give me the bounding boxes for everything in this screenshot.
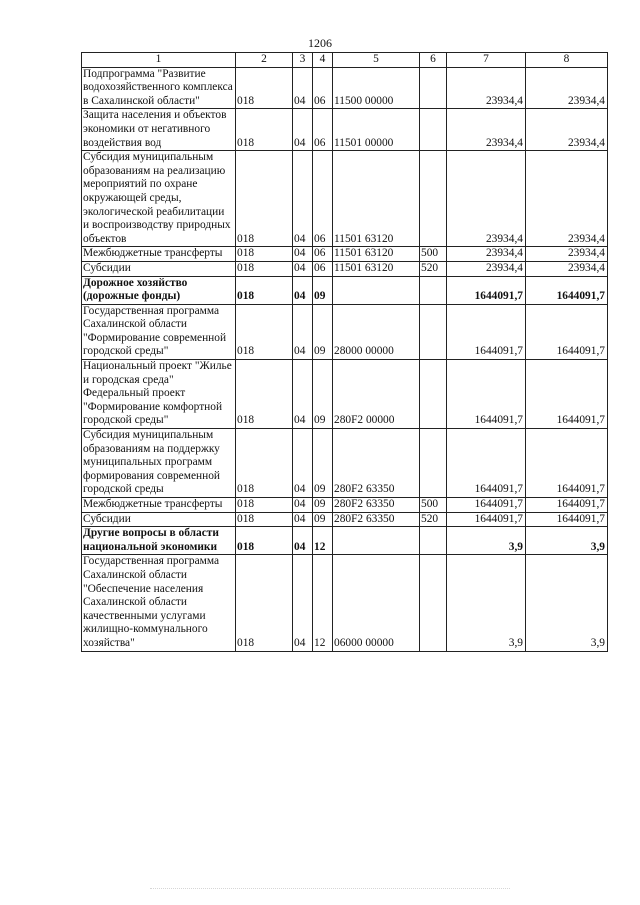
- row-name: Национальный проект "Жилье и городская среда" Федеральный проект "Формирование комфортной городской среды": [82, 360, 236, 429]
- amount-col-7: 23934,4: [447, 67, 526, 109]
- target-article-code: 28000 00000: [333, 304, 420, 359]
- section-code: 04: [293, 555, 313, 651]
- target-article-code: 280F2 63350: [333, 429, 420, 498]
- table-row: [82, 151, 608, 247]
- row-name: Субсидия муниципальным образованиям на поддержку муниципальных программ формирования современной городской среды: [82, 429, 236, 498]
- expense-type-code: 500: [420, 498, 447, 513]
- table-row: [82, 247, 608, 262]
- amount-col-8: 3,9: [526, 527, 608, 555]
- ministry-code: 018: [236, 429, 293, 498]
- amount-col-8: 1644091,7: [526, 360, 608, 429]
- column-number-6: 6: [420, 53, 447, 68]
- expense-type-code: 500: [420, 247, 447, 262]
- section-code: 04: [293, 512, 313, 527]
- row-name: Государственная программа Сахалинской области "Формирование современной городской среды": [82, 304, 236, 359]
- subsection-code: 09: [313, 429, 333, 498]
- subsection-code: 09: [313, 498, 333, 513]
- section-code: 04: [293, 247, 313, 262]
- expense-type-code: [420, 429, 447, 498]
- target-article-code: 11501 63120: [333, 247, 420, 262]
- target-article-code: [333, 527, 420, 555]
- table-row: [82, 429, 608, 498]
- amount-col-8: 3,9: [526, 555, 608, 651]
- section-code: 04: [293, 429, 313, 498]
- subsection-code: 06: [313, 109, 333, 151]
- amount-col-8: 23934,4: [526, 67, 608, 109]
- subsection-code: 09: [313, 304, 333, 359]
- amount-col-8: 23934,4: [526, 151, 608, 247]
- row-name: Дорожное хозяйство (дорожные фонды): [82, 276, 236, 304]
- expense-type-code: [420, 67, 447, 109]
- amount-col-8: 1644091,7: [526, 429, 608, 498]
- subsection-code: 06: [313, 247, 333, 262]
- expense-type-code: [420, 360, 447, 429]
- amount-col-7: 23934,4: [447, 261, 526, 276]
- amount-col-7: 3,9: [447, 527, 526, 555]
- row-name: Подпрограмма "Развитие водохозяйственного комплекса в Сахалинской области": [82, 67, 236, 109]
- table-row: [82, 276, 608, 304]
- ministry-code: 018: [236, 151, 293, 247]
- target-article-code: 280F2 00000: [333, 360, 420, 429]
- row-name: Межбюджетные трансферты: [82, 247, 236, 262]
- amount-col-8: 1644091,7: [526, 512, 608, 527]
- expense-type-code: 520: [420, 261, 447, 276]
- amount-col-8: 23934,4: [526, 247, 608, 262]
- expense-type-code: [420, 527, 447, 555]
- amount-col-7: 1644091,7: [447, 512, 526, 527]
- amount-col-8: 1644091,7: [526, 276, 608, 304]
- amount-col-8: 23934,4: [526, 261, 608, 276]
- table-row: [82, 67, 608, 109]
- amount-col-7: 23934,4: [447, 109, 526, 151]
- table-row: [82, 498, 608, 513]
- target-article-code: 280F2 63350: [333, 512, 420, 527]
- amount-col-7: 3,9: [447, 555, 526, 651]
- column-number-2: 2: [236, 53, 293, 68]
- ministry-code: 018: [236, 360, 293, 429]
- section-code: 04: [293, 360, 313, 429]
- table-row: [82, 261, 608, 276]
- subsection-code: 12: [313, 527, 333, 555]
- expense-type-code: [420, 276, 447, 304]
- table-row: [82, 555, 608, 651]
- amount-col-7: 1644091,7: [447, 276, 526, 304]
- expense-type-code: [420, 151, 447, 247]
- table-row: [82, 527, 608, 555]
- subsection-code: 09: [313, 360, 333, 429]
- ministry-code: 018: [236, 276, 293, 304]
- section-code: 04: [293, 151, 313, 247]
- amount-col-8: 1644091,7: [526, 498, 608, 513]
- subsection-code: 09: [313, 276, 333, 304]
- section-code: 04: [293, 261, 313, 276]
- table-row: [82, 109, 608, 151]
- subsection-code: 06: [313, 261, 333, 276]
- target-article-code: [333, 276, 420, 304]
- table-row: [82, 512, 608, 527]
- target-article-code: 11501 63120: [333, 151, 420, 247]
- row-name: Межбюджетные трансферты: [82, 498, 236, 513]
- column-number-7: 7: [447, 53, 526, 68]
- expense-type-code: [420, 109, 447, 151]
- column-number-4: 4: [313, 53, 333, 68]
- column-number-3: 3: [293, 53, 313, 68]
- subsection-code: 12: [313, 555, 333, 651]
- ministry-code: 018: [236, 527, 293, 555]
- section-code: 04: [293, 304, 313, 359]
- ministry-code: 018: [236, 555, 293, 651]
- amount-col-7: 1644091,7: [447, 360, 526, 429]
- target-article-code: 11501 63120: [333, 261, 420, 276]
- section-code: 04: [293, 527, 313, 555]
- row-name: Государственная программа Сахалинской области "Обеспечение населения Сахалинской области качественными услугами жилищно-коммунального хозяйства": [82, 555, 236, 651]
- budget-table: [81, 52, 608, 652]
- row-name: Субсидия муниципальным образованиям на реализацию мероприятий по охране окружающей среды, экологической реабилитации и воспроизводству природных объектов: [82, 151, 236, 247]
- target-article-code: 11500 00000: [333, 67, 420, 109]
- column-number-1: 1: [82, 53, 236, 68]
- subsection-code: 06: [313, 67, 333, 109]
- page-number: 1206: [308, 36, 332, 50]
- expense-type-code: 520: [420, 512, 447, 527]
- row-name: Субсидии: [82, 512, 236, 527]
- expense-type-code: [420, 555, 447, 651]
- amount-col-7: 1644091,7: [447, 304, 526, 359]
- column-number-row: [82, 53, 608, 68]
- amount-col-7: 23934,4: [447, 151, 526, 247]
- column-number-5: 5: [333, 53, 420, 68]
- amount-col-8: 23934,4: [526, 109, 608, 151]
- amount-col-7: 23934,4: [447, 247, 526, 262]
- target-article-code: 06000 00000: [333, 555, 420, 651]
- ministry-code: 018: [236, 109, 293, 151]
- target-article-code: 11501 00000: [333, 109, 420, 151]
- table-row: [82, 360, 608, 429]
- amount-col-8: 1644091,7: [526, 304, 608, 359]
- expense-type-code: [420, 304, 447, 359]
- subsection-code: 09: [313, 512, 333, 527]
- row-name: Защита населения и объектов экономики от негативного воздействия вод: [82, 109, 236, 151]
- row-name: Другие вопросы в области национальной экономики: [82, 527, 236, 555]
- row-name: Субсидии: [82, 261, 236, 276]
- target-article-code: 280F2 63350: [333, 498, 420, 513]
- ministry-code: 018: [236, 261, 293, 276]
- section-code: 04: [293, 498, 313, 513]
- scan-artifact: [150, 888, 510, 892]
- section-code: 04: [293, 276, 313, 304]
- section-code: 04: [293, 67, 313, 109]
- ministry-code: 018: [236, 67, 293, 109]
- ministry-code: 018: [236, 247, 293, 262]
- section-code: 04: [293, 109, 313, 151]
- column-number-8: 8: [526, 53, 608, 68]
- ministry-code: 018: [236, 512, 293, 527]
- table-row: [82, 304, 608, 359]
- ministry-code: 018: [236, 498, 293, 513]
- amount-col-7: 1644091,7: [447, 429, 526, 498]
- ministry-code: 018: [236, 304, 293, 359]
- amount-col-7: 1644091,7: [447, 498, 526, 513]
- subsection-code: 06: [313, 151, 333, 247]
